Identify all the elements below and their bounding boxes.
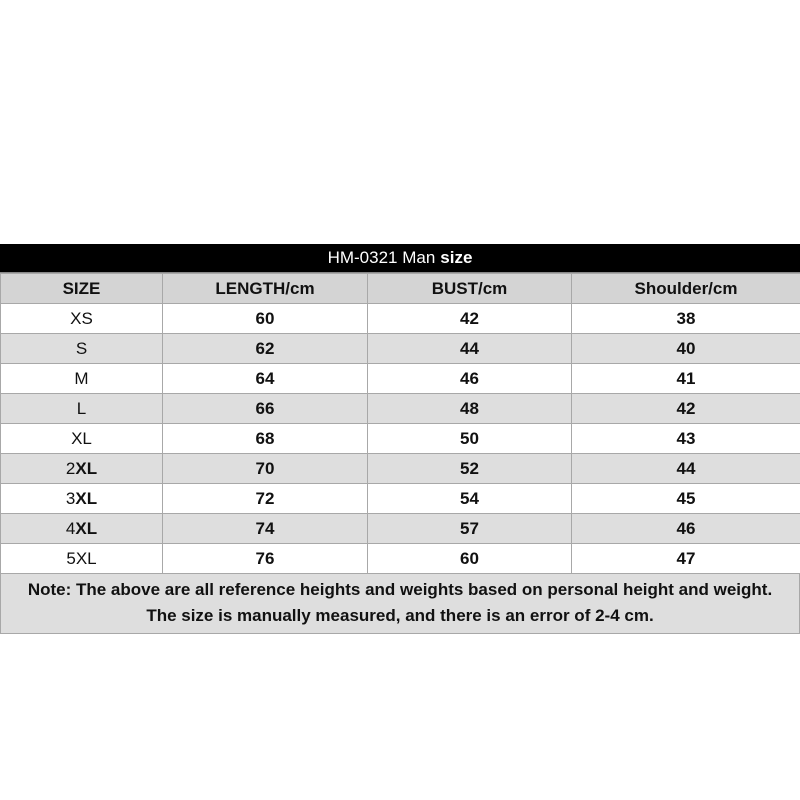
header-length: LENGTH/cm	[163, 274, 368, 304]
shoulder-cell: 46	[572, 514, 800, 544]
shoulder-cell: 45	[572, 484, 800, 514]
header-bust: BUST/cm	[368, 274, 572, 304]
chart-title	[0, 244, 800, 273]
table-row	[1, 364, 800, 394]
header-row	[1, 274, 800, 304]
bust-cell: 44	[368, 334, 572, 364]
size-label: 2	[65, 458, 76, 478]
shoulder-cell: 42	[572, 394, 800, 424]
bust-cell: 60	[368, 544, 572, 574]
note-line-1: Note: The above are all reference heights and weights based on personal height and weight.	[27, 580, 773, 599]
length-cell: 62	[163, 334, 368, 364]
size-chart	[0, 244, 800, 634]
size-label-xl: XL	[75, 518, 98, 538]
shoulder-cell: 41	[572, 364, 800, 394]
shoulder-cell: 43	[572, 424, 800, 454]
size-cell	[1, 424, 163, 454]
table-row	[1, 514, 800, 544]
table-row	[1, 334, 800, 364]
shoulder-cell: 47	[572, 544, 800, 574]
size-label: 4	[65, 518, 76, 538]
size-label: 3	[65, 488, 76, 508]
length-cell: 66	[163, 394, 368, 424]
size-cell	[1, 454, 163, 484]
size-label-xl: XL	[75, 458, 98, 478]
size-table	[0, 273, 800, 574]
bust-cell: 57	[368, 514, 572, 544]
length-cell: 64	[163, 364, 368, 394]
table-row	[1, 424, 800, 454]
size-label-xl: XL	[75, 488, 98, 508]
chart-title-size: size	[440, 248, 473, 267]
size-cell	[1, 514, 163, 544]
length-cell: 68	[163, 424, 368, 454]
length-cell: 72	[163, 484, 368, 514]
size-label: M	[74, 368, 89, 388]
size-label: S	[75, 338, 88, 358]
bust-cell: 48	[368, 394, 572, 424]
size-cell	[1, 304, 163, 334]
note	[0, 574, 800, 634]
size-cell	[1, 334, 163, 364]
size-label: 5XL	[66, 548, 97, 568]
table-row	[1, 304, 800, 334]
header-shoulder: Shoulder/cm	[572, 274, 800, 304]
size-cell	[1, 394, 163, 424]
size-cell	[1, 364, 163, 394]
table-row	[1, 484, 800, 514]
shoulder-cell: 44	[572, 454, 800, 484]
table-row	[1, 544, 800, 574]
length-cell: 74	[163, 514, 368, 544]
shoulder-cell: 38	[572, 304, 800, 334]
bust-cell: 42	[368, 304, 572, 334]
size-label: XL	[71, 428, 92, 448]
size-label: L	[76, 398, 87, 418]
note-line-2: The size is manually measured, and there is an error of 2-4 cm.	[146, 606, 654, 625]
length-cell: 76	[163, 544, 368, 574]
length-cell: 70	[163, 454, 368, 484]
table-row	[1, 394, 800, 424]
size-label: XS	[70, 308, 93, 328]
bust-cell: 46	[368, 364, 572, 394]
length-cell: 60	[163, 304, 368, 334]
size-cell	[1, 484, 163, 514]
shoulder-cell: 40	[572, 334, 800, 364]
chart-title-model: HM-0321 Man	[327, 248, 436, 267]
size-cell	[1, 544, 163, 574]
bust-cell: 50	[368, 424, 572, 454]
bust-cell: 52	[368, 454, 572, 484]
bust-cell: 54	[368, 484, 572, 514]
table-row	[1, 454, 800, 484]
header-size: SIZE	[1, 274, 163, 304]
